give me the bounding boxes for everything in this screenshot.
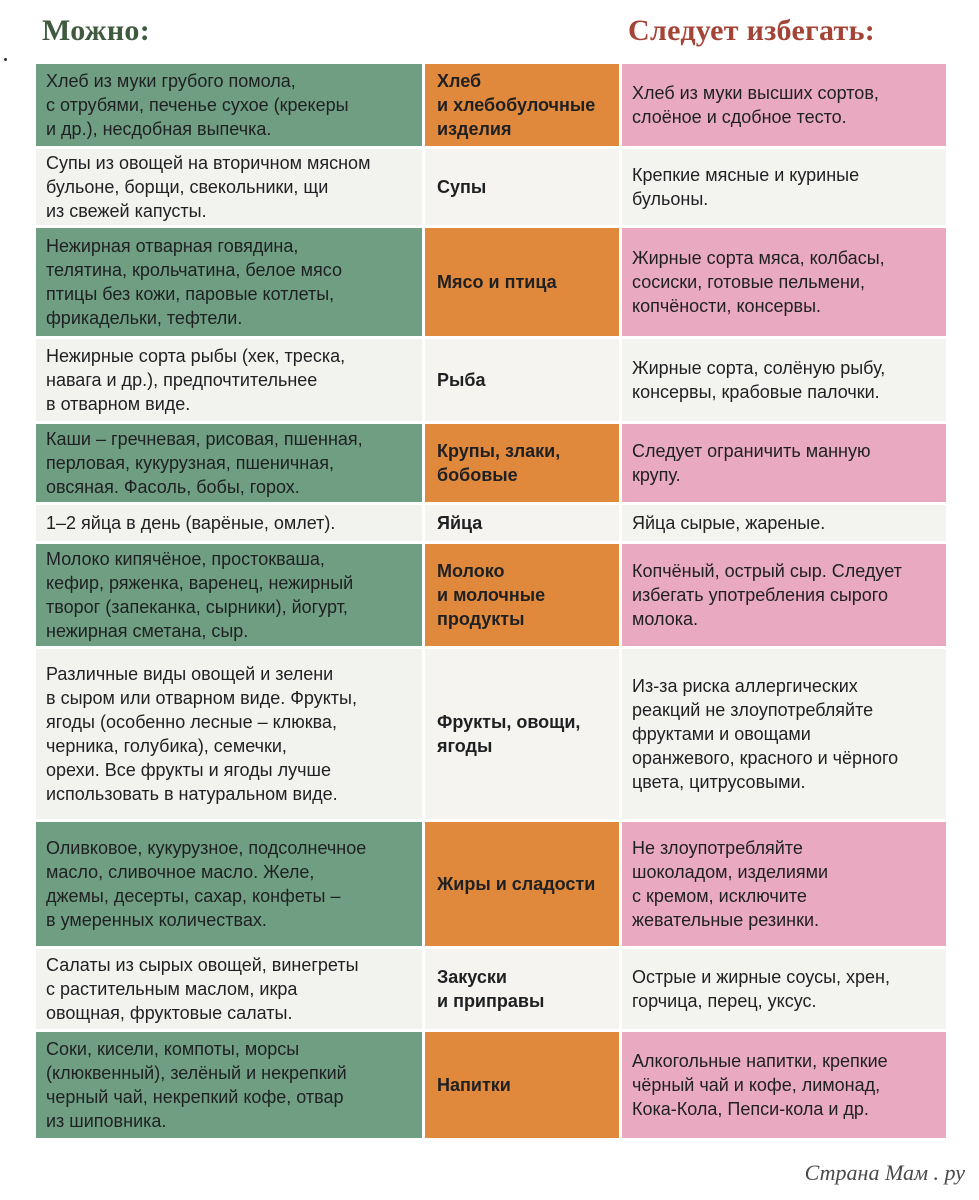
allowed-cell: Молоко кипячёное, простокваша, кефир, ряженка, варенец, нежирный творог (запеканка, сырники), йогурт, нежирная сметана, сыр. [36, 544, 422, 646]
avoid-cell: Хлеб из муки высших сортов, слоёное и сдобное тесто. [622, 64, 946, 146]
allowed-cell: Салаты из сырых овощей, винегреты с растительным маслом, икра овощная, фруктовые салаты. [36, 949, 422, 1029]
diet-table [36, 64, 946, 1141]
table-row-soups [36, 149, 946, 228]
avoid-cell: Жирные сорта мяса, колбасы, сосиски, готовые пельмени, копчёности, консервы. [622, 228, 946, 336]
table-row-snacks [36, 949, 946, 1032]
category-cell: Супы [422, 149, 622, 225]
scan-speck [4, 58, 7, 61]
allowed-cell: Каши – гречневая, рисовая, пшенная, перловая, кукурузная, пшеничная, овсяная. Фасоль, бобы, горох. [36, 424, 422, 502]
avoid-cell: Крепкие мясные и куриные бульоны. [622, 149, 946, 225]
allowed-heading: Можно: [42, 14, 151, 47]
category-cell: Хлеб и хлебобулочные изделия [422, 64, 622, 146]
avoid-cell: Следует ограничить манную крупу. [622, 424, 946, 502]
category-cell: Закуски и приправы [422, 949, 622, 1029]
category-cell: Крупы, злаки, бобовые [422, 424, 622, 502]
allowed-cell: Супы из овощей на вторичном мясном бульоне, борщи, свекольники, щи из свежей капусты. [36, 149, 422, 225]
allowed-cell: Соки, кисели, компоты, морсы (клюквенный), зелёный и некрепкий черный чай, некрепкий кофе, отвар из шиповника. [36, 1032, 422, 1138]
table-row-fish [36, 339, 946, 424]
avoid-cell: Острые и жирные соусы, хрен, горчица, перец, уксус. [622, 949, 946, 1029]
allowed-cell: Нежирная отварная говядина, телятина, крольчатина, белое мясо птицы без кожи, паровые котлеты, фрикадельки, тефтели. [36, 228, 422, 336]
table-row-eggs [36, 505, 946, 544]
category-cell: Напитки [422, 1032, 622, 1138]
allowed-cell: Хлеб из муки грубого помола, с отрубями, печенье сухое (крекеры и др.), несдобная выпечка. [36, 64, 422, 146]
allowed-cell: Оливковое, кукурузное, подсолнечное масло, сливочное масло. Желе, джемы, десерты, сахар, конфеты – в умеренных количествах. [36, 822, 422, 946]
table-row-fruits [36, 649, 946, 822]
avoid-cell: Копчёный, острый сыр. Следует избегать употребления сырого молока. [622, 544, 946, 646]
avoid-cell: Алкогольные напитки, крепкие чёрный чай и кофе, лимонад, Кока-Кола, Пепси-кола и др. [622, 1032, 946, 1138]
category-cell: Мясо и птица [422, 228, 622, 336]
avoid-cell: Не злоупотребляйте шоколадом, изделиями с кремом, исключите жевательные резинки. [622, 822, 946, 946]
site-watermark: Страна Мам . ру [804, 1160, 965, 1185]
avoid-heading: Следует избегать: [628, 14, 876, 47]
table-row-fats [36, 822, 946, 949]
category-cell: Фрукты, овощи, ягоды [422, 649, 622, 819]
category-cell: Молоко и молочные продукты [422, 544, 622, 646]
table-row-dairy [36, 544, 946, 649]
allowed-cell: Нежирные сорта рыбы (хек, треска, навага и др.), предпочтительнее в отварном виде. [36, 339, 422, 421]
table-row-grains [36, 424, 946, 505]
table-row-drinks [36, 1032, 946, 1141]
table-row-bread [36, 64, 946, 149]
avoid-cell: Из-за риска аллергических реакций не злоупотребляйте фруктами и овощами оранжевого, красного и чёрного цвета, цитрусовыми. [622, 649, 946, 819]
category-cell: Жиры и сладости [422, 822, 622, 946]
category-cell: Рыба [422, 339, 622, 421]
allowed-cell: 1–2 яйца в день (варёные, омлет). [36, 505, 422, 541]
allowed-cell: Различные виды овощей и зелени в сыром или отварном виде. Фрукты, ягоды (особенно лесные – клюква, черника, голубика), семечки, орехи. Все фрукты и ягоды лучше использовать в натуральном виде. [36, 649, 422, 819]
avoid-cell: Жирные сорта, солёную рыбу, консервы, крабовые палочки. [622, 339, 946, 421]
table-row-meat [36, 228, 946, 339]
category-cell: Яйца [422, 505, 622, 541]
avoid-cell: Яйца сырые, жареные. [622, 505, 946, 541]
